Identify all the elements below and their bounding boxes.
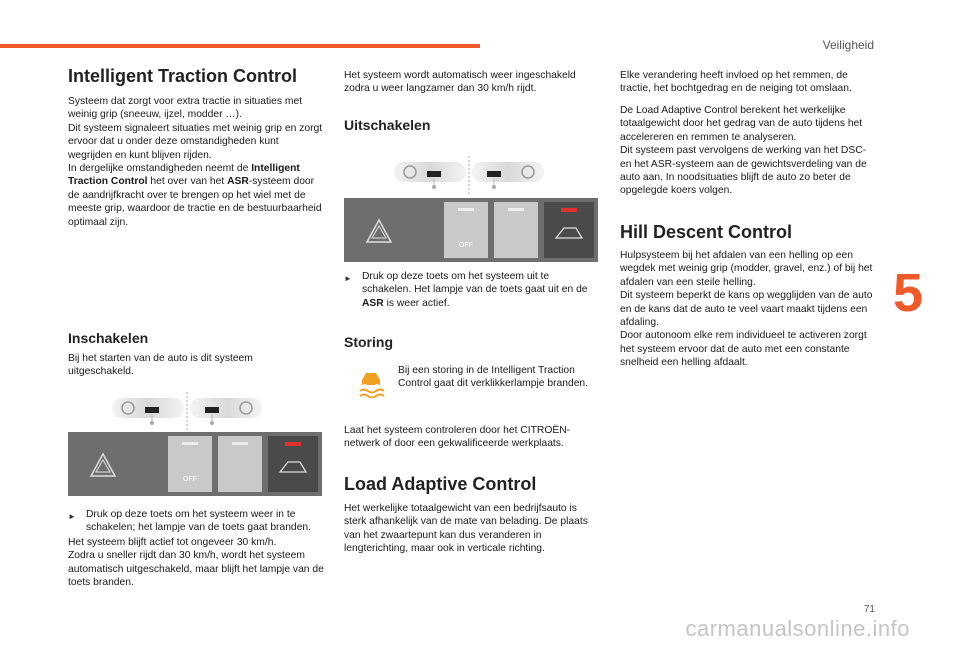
hdc-title: Hill Descent Control — [620, 222, 793, 242]
svg-text:OFF: OFF — [183, 476, 197, 483]
uitschakelen-title: Uitschakelen — [344, 117, 431, 133]
storing-text: Bij een storing in de Intelligent Traction Control gaat dit verklikkerlampje branden. — [398, 365, 589, 390]
steering-switch-image — [112, 392, 262, 430]
section-title: Veiligheid — [822, 38, 874, 52]
storing-title: Storing — [344, 334, 393, 350]
watermark: carmanualsonline.info — [685, 616, 910, 641]
inschakelen-after: Het systeem blijft actief tot ongeveer 30 km/h. Zodra u sneller rijdt dan 30 km/h, wordt het systeem automatisch uitgeschakeld, maar blijft het lampje van de toets branden. — [68, 537, 324, 589]
steering-switch-image-2 — [394, 156, 544, 194]
reactivation-text: Het systeem wordt automatisch weer ingeschakeld zodra u weer langzamer dan 30 km/h rijdt. — [344, 70, 576, 95]
svg-text:OFF: OFF — [459, 242, 473, 249]
inschakelen-bullet: ► Druk op deze toets om het systeem weer in te schakelen; het lampje van de toets gaat branden. — [68, 509, 311, 534]
lac-title: Load Adaptive Control — [344, 474, 537, 494]
lac-effect-text: Elke verandering heeft invloed op het remmen, de tractie, het bochtgedrag en de neiging tot omslaan. — [620, 70, 852, 95]
itc-title: Intelligent Traction Control — [68, 66, 297, 86]
header-accent-bar — [0, 44, 480, 48]
storing-after: Laat het systeem controleren door het CITROËN-netwerk of door een gekwalificeerde werkplaats. — [344, 425, 571, 450]
traction-console-image-2 — [344, 198, 598, 262]
uitschakelen-bullet: ► Druk op deze toets om het systeem uit te schakelen. Het lampje van de toets gaat uit en de ASR is weer actief. — [344, 271, 588, 309]
lac-text: Het werkelijke totaalgewicht van een bedrijfsauto is sterk afhankelijk van de mate van belading. De plaats van het zwaartepunt kan dus veranderen in lengterichting, maar ook in verticale richting. — [344, 503, 588, 555]
lac-calc-text: De Load Adaptive Control berekent het werkelijke totaalgewicht door het gedrag van de auto tijdens het accelereren en remmen te analyseren. Dit systeem past vervolgens de werking van het DSC- en het ASR-systeem aan de gewichtsverdeling van de auto aan. In noodsituaties blijft de auto zo beter de opgelegde koers volgen. — [620, 105, 867, 197]
inschakelen-text: Bij het starten van de auto is dit systeem uitgeschakeld. — [68, 353, 253, 378]
hdc-text: Hulpsysteem bij het afdalen van een helling op een wegdek met weinig grip (modder, gravel, enz.) of bij het afdalen van een steile helling. Dit systeem beperkt de kans op wegglijden van de auto en de kans dat de auto te veel vaart maakt tijdens een afdaling. Door autonoom elke rem individueel te activeren zorgt het systeem ervoor dat de auto met een constante snelheid een helling afdaalt. — [620, 250, 873, 369]
chapter-number: 5 — [893, 263, 924, 323]
traction-console-image — [68, 432, 322, 496]
page-number: 71 — [863, 604, 875, 615]
traction-warning-lamp-icon — [356, 366, 386, 398]
inschakelen-title: Inschakelen — [68, 330, 149, 346]
itc-intro: Systeem dat zorgt voor extra tractie in situaties met weinig grip (sneeuw, ijzel, modder …). Dit systeem signaleert situaties met weinig grip en zorgt ervoor dat u onder deze omstandigheden kunt wegrijden en kunt blijven rijden. In dergelijke omstandigheden neemt de Intelligent Traction Control het over van het ASR-systeem door de aandrijfkracht over te brengen op het wiel met de meeste grip, waardoor de tractie en de bestuurbaarheid optimaal zijn. — [68, 96, 323, 228]
